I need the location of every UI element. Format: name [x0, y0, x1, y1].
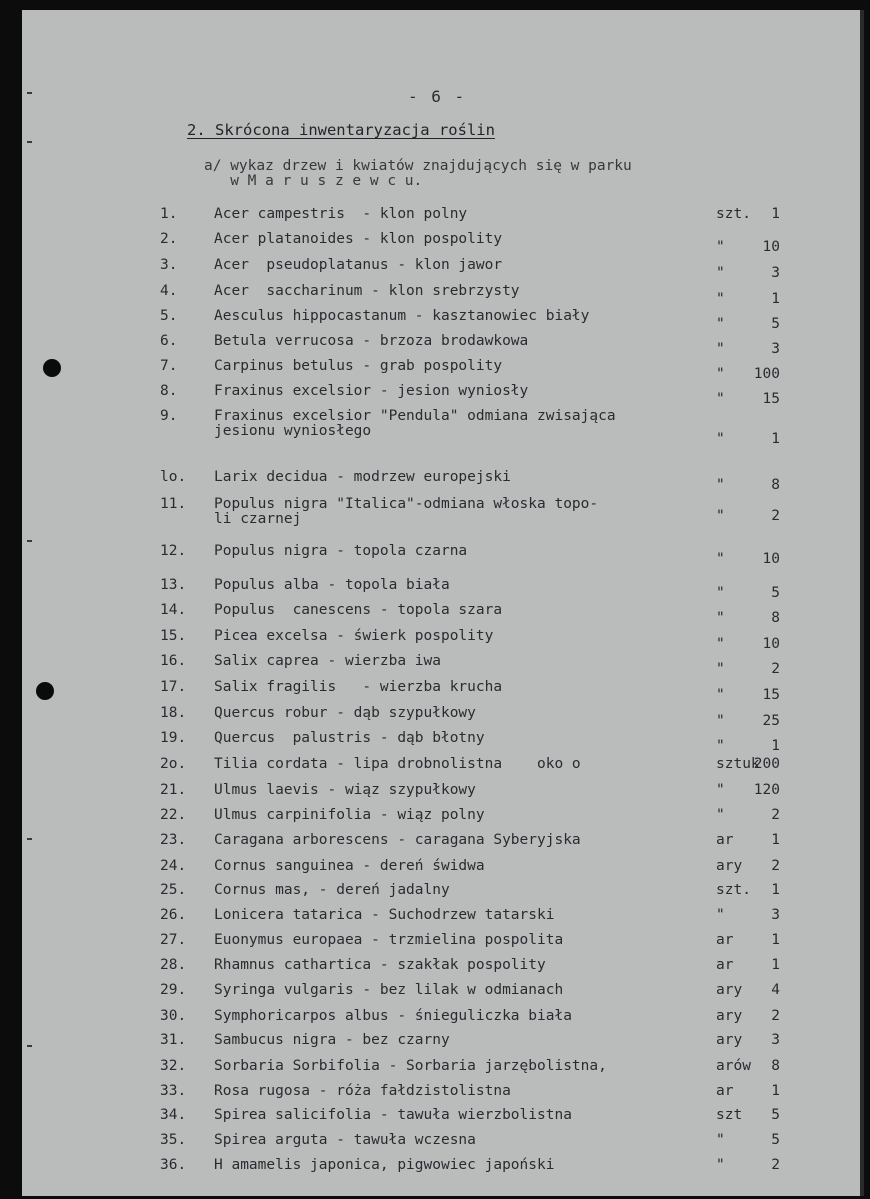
quantity: 4: [771, 982, 780, 998]
item-number: 1.: [160, 206, 178, 222]
plant-name: H amamelis japonica, pigwowiec japoński: [214, 1157, 555, 1173]
plant-name: Betula verrucosa - brzoza brodawkowa: [214, 333, 529, 349]
plant-name: Euonymus europaea - trzmielina pospolita: [214, 932, 564, 948]
margin-mark: [27, 141, 32, 143]
item-number: 16.: [160, 653, 187, 669]
unit: ar: [716, 1083, 734, 1099]
unit: ary: [716, 982, 743, 998]
plant-name: Ulmus carpinifolia - wiąz polny: [214, 807, 485, 823]
quantity: 100: [753, 366, 780, 382]
plant-name: Salix caprea - wierzba iwa: [214, 653, 441, 669]
plant-name: Spirea arguta - tawuła wczesna: [214, 1132, 476, 1148]
quantity: 1: [771, 206, 780, 222]
quantity: 5: [771, 1107, 780, 1123]
unit: ": [716, 391, 725, 407]
plant-name: Caragana arborescens - caragana Syberyjska: [214, 832, 581, 848]
quantity: 2: [771, 858, 780, 874]
quantity: 120: [753, 782, 780, 798]
unit: ": [716, 239, 725, 255]
quantity: 2: [771, 508, 780, 524]
item-number: 2o.: [160, 756, 187, 772]
unit: ": [716, 585, 725, 601]
unit: ": [716, 738, 725, 754]
plant-name: Cornus mas, - dereń jadalny: [214, 882, 450, 898]
unit: szt.: [716, 206, 751, 222]
item-number: lo.: [160, 469, 187, 485]
quantity: 1: [771, 738, 780, 754]
item-number: 3.: [160, 257, 178, 273]
item-number: 29.: [160, 982, 187, 998]
unit: arów: [716, 1058, 751, 1074]
quantity: 5: [771, 585, 780, 601]
item-number: 8.: [160, 383, 178, 399]
item-number: 4.: [160, 283, 178, 299]
plant-name: Sorbaria Sorbifolia - Sorbaria jarzębolistna,: [214, 1058, 607, 1074]
unit: ar: [716, 832, 734, 848]
quantity: 3: [771, 1032, 780, 1048]
unit: ": [716, 508, 725, 524]
quantity: 1: [771, 1083, 780, 1099]
item-number: 30.: [160, 1008, 187, 1024]
unit: ": [716, 431, 725, 447]
item-number: 21.: [160, 782, 187, 798]
unit: ar: [716, 957, 734, 973]
quantity: 1: [771, 957, 780, 973]
plant-name: Cornus sanguinea - dereń świdwa: [214, 858, 485, 874]
plant-name: Aesculus hippocastanum - kasztanowiec biały: [214, 308, 590, 324]
unit: sztuk: [716, 756, 760, 772]
item-number: 11.: [160, 496, 187, 512]
quantity: 10: [762, 239, 780, 255]
plant-name: Quercus palustris - dąb błotny: [214, 730, 485, 746]
unit: ar: [716, 932, 734, 948]
plant-name: Picea excelsa - świerk pospolity: [214, 628, 494, 644]
quantity: 2: [771, 1008, 780, 1024]
plant-name: Sambucus nigra - bez czarny: [214, 1032, 450, 1048]
item-number: 5.: [160, 308, 178, 324]
plant-name: Ulmus laevis - wiąz szypułkowy: [214, 782, 476, 798]
item-number: 22.: [160, 807, 187, 823]
plant-name: Quercus robur - dąb szypułkowy: [214, 705, 476, 721]
quantity: 2: [771, 1157, 780, 1173]
quantity: 3: [771, 265, 780, 281]
item-number: 25.: [160, 882, 187, 898]
quantity: 10: [762, 551, 780, 567]
item-number: 31.: [160, 1032, 187, 1048]
plant-name: Acer saccharinum - klon srebrzysty: [214, 283, 520, 299]
quantity: 1: [771, 882, 780, 898]
margin-mark: [27, 838, 32, 840]
quantity: 15: [762, 687, 780, 703]
plant-name: Acer platanoides - klon pospolity: [214, 231, 503, 247]
item-number: 36.: [160, 1157, 187, 1173]
plant-name: Larix decidua - modrzew europejski: [214, 469, 511, 485]
plant-name: Populus nigra "Italica"-odmiana włoska topo- li czarnej: [214, 496, 599, 527]
quantity: 8: [771, 1058, 780, 1074]
unit: ": [716, 316, 725, 332]
unit: ": [716, 341, 725, 357]
item-number: 28.: [160, 957, 187, 973]
plant-name: Populus alba - topola biała: [214, 577, 450, 593]
plant-name: Tilia cordata - lipa drobnolistna oko o: [214, 756, 581, 772]
plant-name: Lonicera tatarica - Suchodrzew tatarski: [214, 907, 555, 923]
quantity: 10: [762, 636, 780, 652]
unit: ": [716, 477, 725, 493]
unit: ary: [716, 858, 743, 874]
item-number: 9.: [160, 408, 178, 424]
quantity: 2: [771, 661, 780, 677]
item-number: 17.: [160, 679, 187, 695]
item-number: 23.: [160, 832, 187, 848]
quantity: 2: [771, 807, 780, 823]
plant-name: Rhamnus cathartica - szakłak pospolity: [214, 957, 546, 973]
plant-name: Rosa rugosa - róża fałdzistolistna: [214, 1083, 511, 1099]
item-number: 18.: [160, 705, 187, 721]
unit: ": [716, 807, 725, 823]
punch-hole-bottom: [36, 682, 54, 700]
quantity: 1: [771, 832, 780, 848]
unit: ": [716, 1132, 725, 1148]
plant-name: Salix fragilis - wierzba krucha: [214, 679, 503, 695]
item-number: 7.: [160, 358, 178, 374]
quantity: 1: [771, 932, 780, 948]
item-number: 12.: [160, 543, 187, 559]
page-number: - 6 -: [408, 87, 467, 106]
quantity: 25: [762, 713, 780, 729]
quantity: 1: [771, 291, 780, 307]
item-number: 33.: [160, 1083, 187, 1099]
plant-name: Spirea salicifolia - tawuła wierzbolistna: [214, 1107, 572, 1123]
unit: ": [716, 713, 725, 729]
quantity: 1: [771, 431, 780, 447]
item-number: 34.: [160, 1107, 187, 1123]
item-number: 27.: [160, 932, 187, 948]
item-number: 32.: [160, 1058, 187, 1074]
unit: ": [716, 551, 725, 567]
unit: ": [716, 687, 725, 703]
quantity: 8: [771, 610, 780, 626]
item-number: 19.: [160, 730, 187, 746]
quantity: 8: [771, 477, 780, 493]
item-number: 6.: [160, 333, 178, 349]
unit: szt: [716, 1107, 743, 1123]
plant-name: Acer pseudoplatanus - klon jawor: [214, 257, 503, 273]
quantity: 3: [771, 907, 780, 923]
item-number: 26.: [160, 907, 187, 923]
plant-name: Acer campestris - klon polny: [214, 206, 468, 222]
unit: ": [716, 610, 725, 626]
plant-name: Symphoricarpos albus - śnieguliczka biała: [214, 1008, 572, 1024]
unit: szt.: [716, 882, 751, 898]
plant-name: Syringa vulgaris - bez lilak w odmianach: [214, 982, 564, 998]
quantity: 5: [771, 1132, 780, 1148]
margin-mark: [27, 540, 32, 542]
section-title: 2. Skrócona inwentaryzacja roślin: [187, 121, 495, 139]
unit: ": [716, 366, 725, 382]
plant-name: Populus nigra - topola czarna: [214, 543, 468, 559]
unit: ": [716, 291, 725, 307]
plant-name: Carpinus betulus - grab pospolity: [214, 358, 503, 374]
plant-name: Fraxinus excelsior - jesion wyniosły: [214, 383, 529, 399]
quantity: 200: [753, 756, 780, 772]
unit: ": [716, 661, 725, 677]
margin-mark: [27, 92, 32, 94]
item-number: 24.: [160, 858, 187, 874]
unit: ary: [716, 1008, 743, 1024]
item-number: 15.: [160, 628, 187, 644]
quantity: 5: [771, 316, 780, 332]
item-number: 2.: [160, 231, 178, 247]
unit: ": [716, 636, 725, 652]
unit: ": [716, 1157, 725, 1173]
section-subtitle: a/ wykaz drzew i kwiatów znajdujących się w parku w M a r u s z e w c u.: [204, 158, 632, 189]
item-number: 35.: [160, 1132, 187, 1148]
plant-name: Fraxinus excelsior "Pendula" odmiana zwisająca jesionu wyniosłego: [214, 408, 616, 439]
unit: ": [716, 782, 725, 798]
item-number: 14.: [160, 602, 187, 618]
punch-hole-top: [43, 359, 61, 377]
unit: ary: [716, 1032, 743, 1048]
unit: ": [716, 265, 725, 281]
quantity: 3: [771, 341, 780, 357]
unit: ": [716, 907, 725, 923]
margin-mark: [27, 1045, 32, 1047]
quantity: 15: [762, 391, 780, 407]
item-number: 13.: [160, 577, 187, 593]
plant-name: Populus canescens - topola szara: [214, 602, 503, 618]
